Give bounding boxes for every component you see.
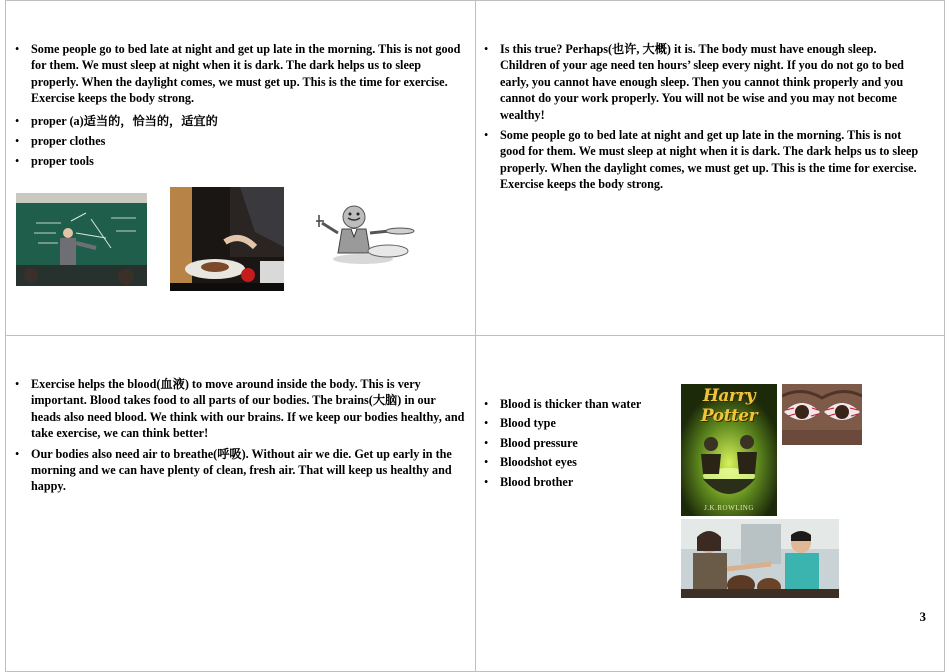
book-title: Harry Potter	[700, 386, 758, 426]
bullet-list	[14, 376, 466, 499]
bullet-item: • proper clothes	[14, 133, 466, 149]
slide-top-right	[475, 0, 945, 336]
bullet-item: • proper tools	[14, 153, 466, 169]
bullet-item: • proper (a)适当的，恰当的，适宜的	[14, 113, 466, 129]
two-men-drinking-photo	[681, 519, 839, 598]
slide-top-left	[5, 0, 476, 336]
slide-bottom-right	[475, 335, 945, 672]
book-author: J.K.ROWLING	[704, 504, 754, 512]
bullet-item: • Is this true? Perhaps(也许, 大概) it is. The body must have enough sleep. Children of your age need ten hours’ sleep every night. If you do not go to bed early, you cannot have enough sleep. Then you cannot think properly and you cannot do your work properly. You will not be wise and you may not become wealthy!	[483, 41, 926, 123]
waiter-cartoon	[308, 201, 416, 265]
bullet-item: • Our bodies also need air to breathe(呼吸). Without air we die. Get up early in the morning and we can have plenty of clean, fresh air. That will keep us healthy and happy.	[14, 446, 466, 495]
fine-dining-photo	[170, 187, 284, 291]
harry-potter-book-cover	[681, 384, 777, 516]
bullet-item: • Exercise helps the blood(血液) to move around inside the body. This is very important. Blood takes food to all parts of our bodies. The brains(大脑) in our heads also need blood. We think with our brains. If we keep our bodies healthy, and take exercise, we can think better!	[14, 376, 466, 442]
teacher-at-blackboard-photo	[16, 193, 147, 286]
bullet-item: • Blood is thicker than water	[483, 396, 673, 412]
bullet-item: • Bloodshot eyes	[483, 454, 673, 470]
bullet-list	[14, 41, 466, 174]
bullet-list	[483, 396, 673, 493]
bullet-item: • Some people go to bed late at night and get up late in the morning. This is not good for them. We must sleep at night when it is dark. The dark helps us to sleep properly. When the daylight comes, we must get up. This is the time for exercise. Exercise keeps the body strong.	[483, 127, 926, 193]
bullet-item: • Some people go to bed late at night and get up late in the morning. This is not good for them. We must sleep at night when it is dark. The dark helps us to sleep properly. When the daylight comes, we must get up. This is the time for exercise. Exercise keeps the body strong.	[14, 41, 466, 107]
bullet-item: • Blood pressure	[483, 435, 673, 451]
bloodshot-eyes-photo	[782, 384, 862, 445]
bullet-list	[483, 41, 926, 197]
bullet-item: • Blood type	[483, 415, 673, 431]
bullet-item: • Blood brother	[483, 474, 673, 490]
page-number: 3	[919, 609, 926, 624]
slide-bottom-left	[5, 335, 476, 672]
